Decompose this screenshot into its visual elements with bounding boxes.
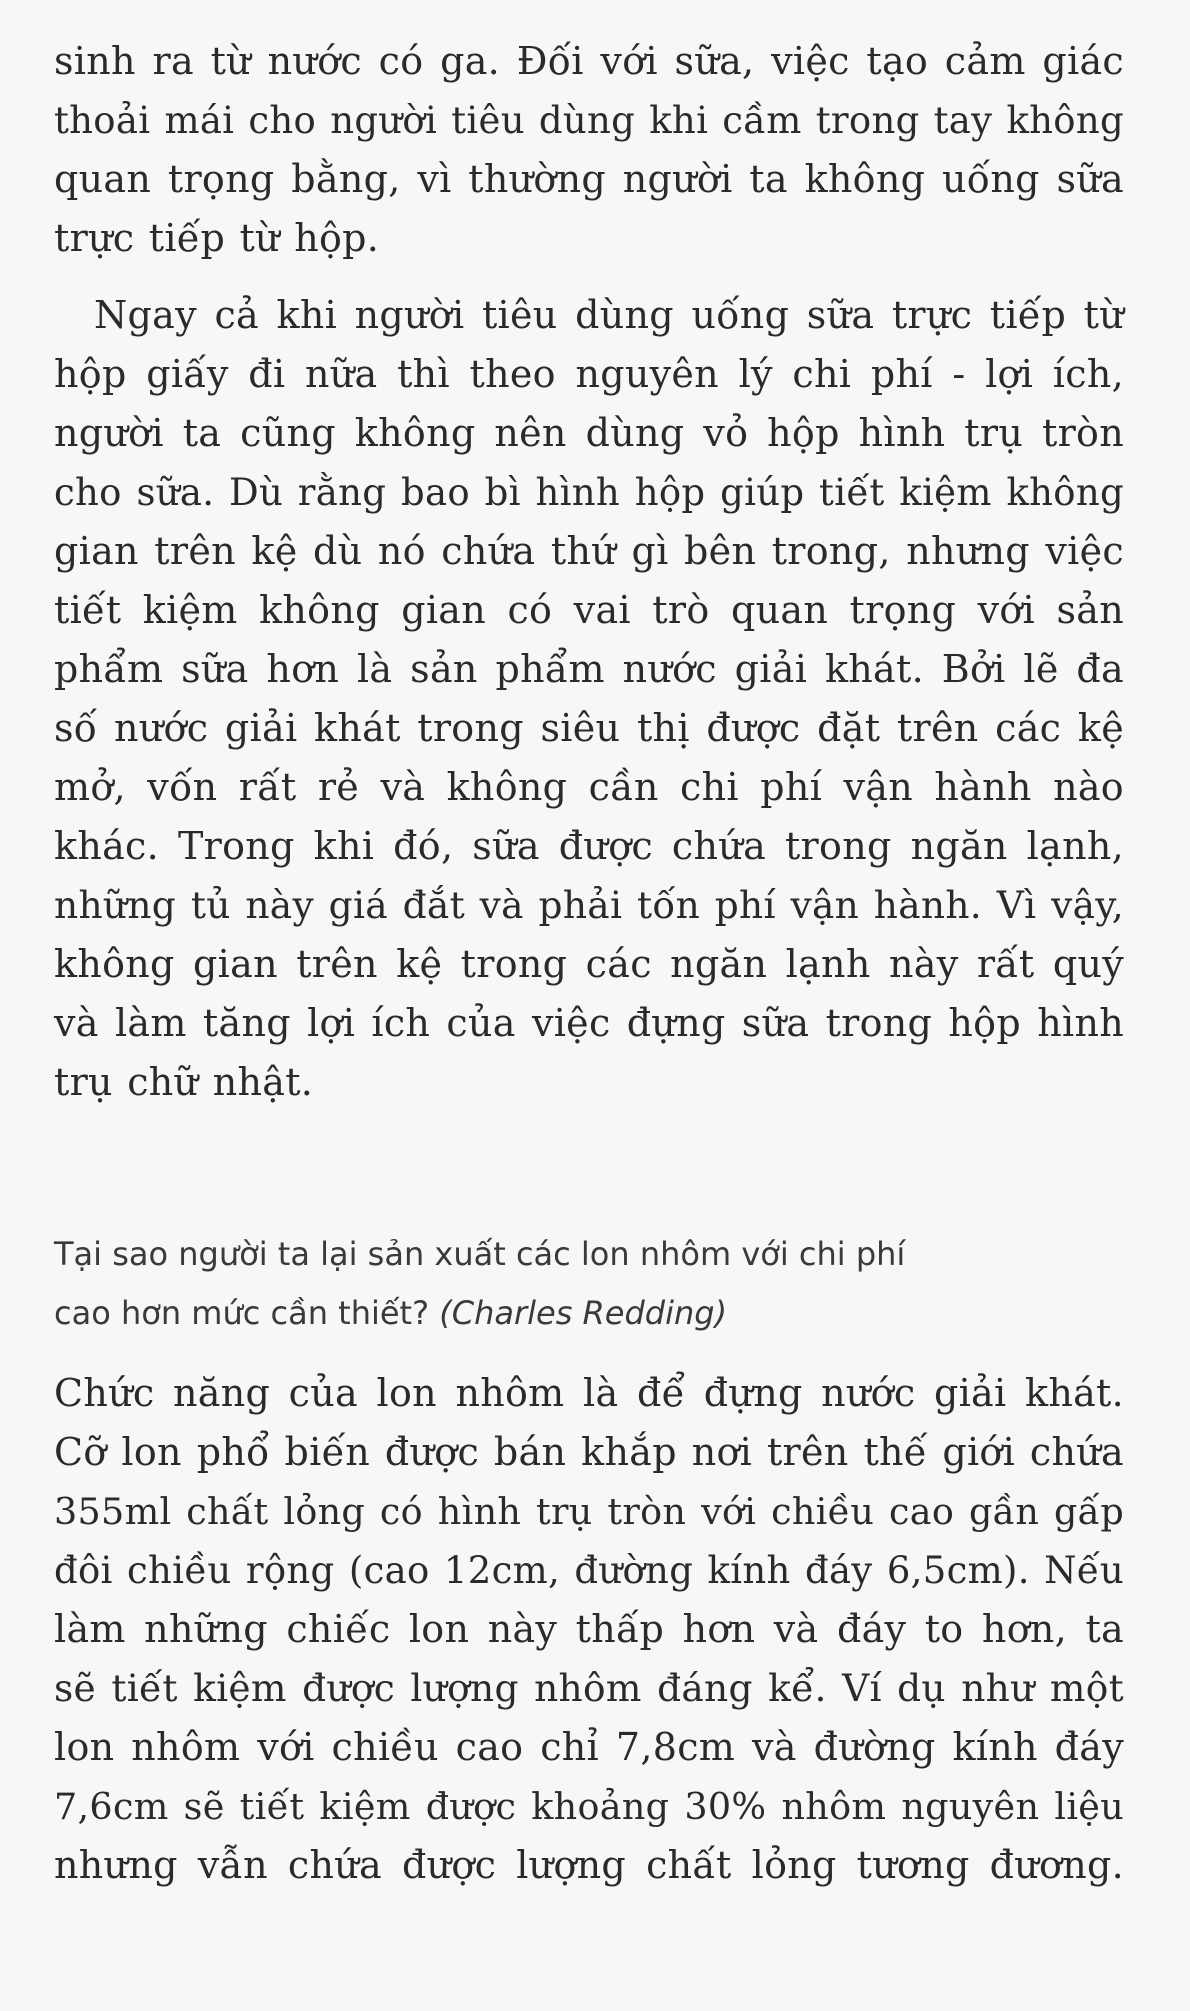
text-line: phẩm sữa hơn là sản phẩm nước giải khát. Bởi lẽ đa	[54, 647, 1124, 691]
question-heading	[54, 1225, 1124, 1343]
text-line: những tủ này giá đắt và phải tốn phí vận hành. Vì vậy,	[54, 883, 1124, 927]
text-line: gian trên kệ dù nó chứa thứ gì bên trong, nhưng việc	[54, 529, 1124, 573]
paragraph-continuation	[54, 32, 1124, 268]
paragraph-milk-packaging	[54, 286, 1124, 1112]
text-line: sinh ra từ nước có ga. Đối với sữa, việc tạo cảm giác	[54, 39, 1124, 83]
text-line: và làm tăng lợi ích của việc đựng sữa trong hộp hình	[54, 1001, 1124, 1045]
text-line: 355ml chất lỏng có hình trụ tròn với chiều cao gần gấp	[54, 1490, 1124, 1533]
text-line: trực tiếp từ hộp.	[54, 216, 380, 260]
text-line: làm những chiếc lon này thấp hơn và đáy to hơn, ta	[54, 1607, 1124, 1651]
text-line: Chức năng của lon nhôm là để đựng nước giải khát.	[54, 1371, 1124, 1415]
text-line: tiết kiệm không gian có vai trò quan trọng với sản	[54, 588, 1124, 632]
answer-paragraph	[54, 1364, 1124, 1895]
text-line: hộp giấy đi nữa thì theo nguyên lý chi phí - lợi ích,	[54, 352, 1124, 396]
text-line: đôi chiều rộng (cao 12cm, đường kính đáy 6,5cm). Nếu	[54, 1549, 1124, 1592]
question-author: (Charles Redding)	[439, 1294, 728, 1332]
text-line: sẽ tiết kiệm được lượng nhôm đáng kể. Ví dụ như một	[54, 1666, 1124, 1710]
text-line: mở, vốn rất rẻ và không cần chi phí vận hành nào	[54, 765, 1124, 809]
question-text: cao hơn mức cần thiết?	[54, 1294, 430, 1332]
question-line	[54, 1284, 1124, 1343]
text-line: nhưng vẫn chứa được lượng chất lỏng tương đương.	[54, 1843, 1124, 1887]
text-line: Ngay cả khi người tiêu dùng uống sữa trực tiếp từ	[94, 293, 1124, 337]
text-line: cho sữa. Dù rằng bao bì hình hộp giúp tiết kiệm không	[54, 471, 1124, 514]
text-line: Cỡ lon phổ biến được bán khắp nơi trên thế giới chứa	[54, 1430, 1124, 1474]
text-line: khác. Trong khi đó, sữa được chứa trong ngăn lạnh,	[54, 824, 1124, 868]
text-line: quan trọng bằng, vì thường người ta không uống sữa	[54, 157, 1124, 201]
text-line: trụ chữ nhật.	[54, 1060, 314, 1104]
text-line: lon nhôm với chiều cao chỉ 7,8cm và đường kính đáy	[54, 1725, 1124, 1769]
text-line: người ta cũng không nên dùng vỏ hộp hình trụ tròn	[54, 411, 1124, 455]
text-line: không gian trên kệ trong các ngăn lạnh này rất quý	[54, 942, 1124, 986]
text-line: 7,6cm sẽ tiết kiệm được khoảng 30% nhôm nguyên liệu	[54, 1785, 1124, 1828]
text-line: số nước giải khát trong siêu thị được đặt trên các kệ	[54, 706, 1124, 750]
question-line: Tại sao người ta lại sản xuất các lon nhôm với chi phí	[54, 1235, 906, 1273]
text-line: thoải mái cho người tiêu dùng khi cầm trong tay không	[54, 99, 1124, 142]
